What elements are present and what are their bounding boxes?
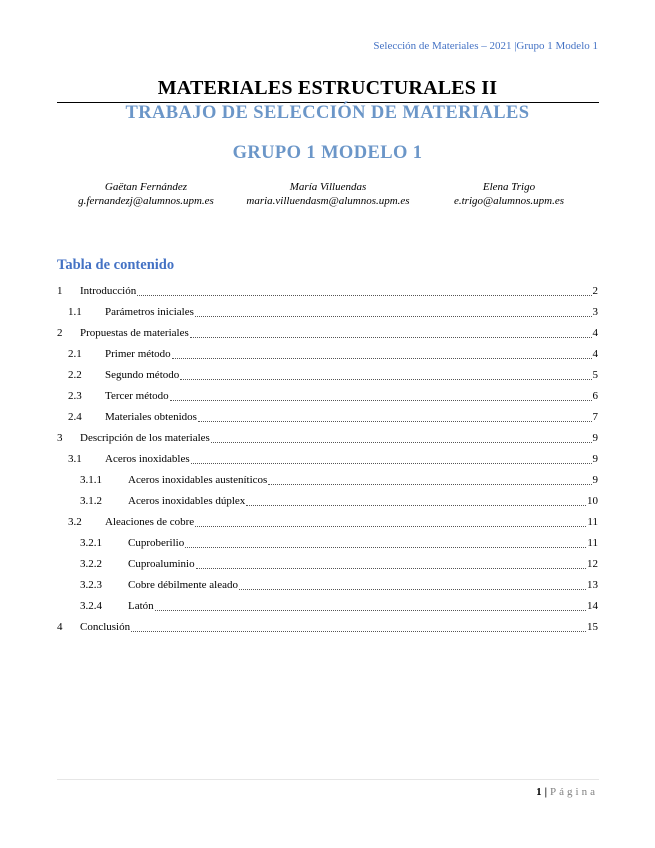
footer-divider [57, 779, 599, 780]
toc-entry-page: 11 [587, 516, 598, 528]
toc-entry-page: 6 [592, 390, 598, 402]
toc-entry[interactable] [0, 535, 655, 551]
toc-entry-page: 4 [592, 327, 598, 339]
toc-entry[interactable] [0, 304, 655, 320]
toc-entry[interactable] [0, 325, 655, 341]
toc-leader-dots [180, 379, 591, 380]
toc-entry-page: 2 [592, 285, 598, 297]
toc-entry-label: Parámetros iniciales [105, 306, 194, 318]
toc-entry-number: 2.4 [68, 411, 82, 423]
toc-leader-dots [211, 442, 592, 443]
toc-entry-number: 3.2.1 [80, 537, 102, 549]
toc-entry[interactable] [0, 514, 655, 530]
toc-leader-dots [131, 631, 586, 632]
group-title: GRUPO 1 MODELO 1 [232, 143, 423, 163]
toc-leader-dots [170, 400, 592, 401]
toc-entry[interactable] [0, 472, 655, 488]
author-name: Gaëtan Fernández [104, 181, 188, 193]
author-email[interactable]: e.trigo@alumnos.upm.es [453, 195, 565, 207]
author-email[interactable]: maria.villuendasm@alumnos.upm.es [246, 195, 410, 207]
toc-entry-number: 1 [57, 285, 63, 297]
toc-entry-page: 15 [587, 621, 598, 633]
toc-entry[interactable] [0, 409, 655, 425]
document-title: MATERIALES ESTRUCTURALES II [157, 77, 498, 99]
toc-entry-number: 3 [57, 432, 63, 444]
toc-entry-number: 3.1.2 [80, 495, 102, 507]
toc-entry-number: 4 [57, 621, 63, 633]
toc-entry-label: Cuproberilio [128, 537, 185, 549]
toc-heading: Tabla de contenido [57, 257, 175, 273]
footer-page-number: 1 [536, 786, 542, 798]
toc-entry-label: Latón [128, 600, 154, 612]
toc-leader-dots [137, 295, 591, 296]
toc-leader-dots [268, 484, 591, 485]
toc-entry[interactable] [0, 577, 655, 593]
toc-leader-dots [196, 568, 586, 569]
toc-entry-page: 13 [587, 579, 598, 591]
toc-leader-dots [246, 505, 586, 506]
toc-entry-page: 5 [592, 369, 598, 381]
toc-entry-label: Segundo método [105, 369, 180, 381]
toc-entry-page: 11 [587, 537, 598, 549]
toc-leader-dots [190, 337, 592, 338]
toc-entry-number: 3.1 [68, 453, 82, 465]
toc-entry-label: Cuproaluminio [128, 558, 195, 570]
toc-entry-page: 9 [592, 432, 598, 444]
toc-entry[interactable] [0, 430, 655, 446]
toc-leader-dots [172, 358, 592, 359]
author-email[interactable]: g.fernandezj@alumnos.upm.es [78, 195, 214, 207]
toc-leader-dots [198, 421, 592, 422]
toc-entry-number: 3.1.1 [80, 474, 102, 486]
footer-separator: | [544, 786, 548, 798]
toc-entry[interactable] [0, 619, 655, 635]
author-block [228, 180, 428, 208]
toc-entry-label: Materiales obtenidos [105, 411, 197, 423]
toc-entry-label: Primer método [105, 348, 171, 360]
toc-entry-page: 3 [592, 306, 598, 318]
toc-entry-label: Propuestas de materiales [80, 327, 189, 339]
footer-page-word: Página [550, 786, 598, 798]
author-block [46, 180, 246, 208]
toc-entry-label: Aceros inoxidables austeníticos [128, 474, 268, 486]
toc-leader-dots [185, 547, 586, 548]
toc-leader-dots [239, 589, 586, 590]
running-header: Selección de Materiales – 2021 |Grupo 1 Modelo 1 [373, 40, 598, 52]
toc-entry-label: Cobre débilmente aleado [128, 579, 238, 591]
toc-entry[interactable] [0, 493, 655, 509]
toc-entry-number: 3.2.4 [80, 600, 102, 612]
toc-entry-label: Conclusión [80, 621, 131, 633]
toc-leader-dots [155, 610, 586, 611]
toc-entry-label: Introducción [80, 285, 137, 297]
toc-entry-page: 9 [592, 474, 598, 486]
toc-entry-page: 9 [592, 453, 598, 465]
toc-entry-page: 4 [592, 348, 598, 360]
toc-entry-number: 1.1 [68, 306, 82, 318]
toc-leader-dots [195, 526, 586, 527]
author-block [409, 180, 609, 208]
toc-entry[interactable] [0, 367, 655, 383]
toc-entry-label: Aceros inoxidables dúplex [128, 495, 246, 507]
toc-entry-number: 3.2 [68, 516, 82, 528]
toc-entry-page: 7 [592, 411, 598, 423]
toc-leader-dots [195, 316, 592, 317]
toc-entry[interactable] [0, 283, 655, 299]
toc-entry-number: 3.2.2 [80, 558, 102, 570]
toc-entry-page: 14 [587, 600, 598, 612]
toc-entry-number: 2.2 [68, 369, 82, 381]
toc-entry-number: 3.2.3 [80, 579, 102, 591]
toc-entry-number: 2.1 [68, 348, 82, 360]
toc-entry-number: 2.3 [68, 390, 82, 402]
author-name: María Villuendas [289, 181, 367, 193]
toc-leader-dots [191, 463, 592, 464]
toc-entry-page: 10 [587, 495, 598, 507]
toc-entry-label: Aceros inoxidables [105, 453, 190, 465]
toc-entry-label: Aleaciones de cobre [105, 516, 195, 528]
toc-entry-number: 2 [57, 327, 63, 339]
toc-entry[interactable] [0, 451, 655, 467]
toc-entry-page: 12 [587, 558, 598, 570]
toc-entry[interactable] [0, 598, 655, 614]
author-name: Elena Trigo [482, 181, 536, 193]
toc-entry-label: Tercer método [105, 390, 169, 402]
document-subtitle: TRABAJO DE SELECCIÓN DE MATERIALES [125, 103, 530, 123]
toc-entry[interactable] [0, 556, 655, 572]
toc-entry[interactable] [0, 346, 655, 362]
toc-entry[interactable] [0, 388, 655, 404]
toc-entry-label: Descripción de los materiales [80, 432, 210, 444]
page-footer [536, 786, 598, 798]
